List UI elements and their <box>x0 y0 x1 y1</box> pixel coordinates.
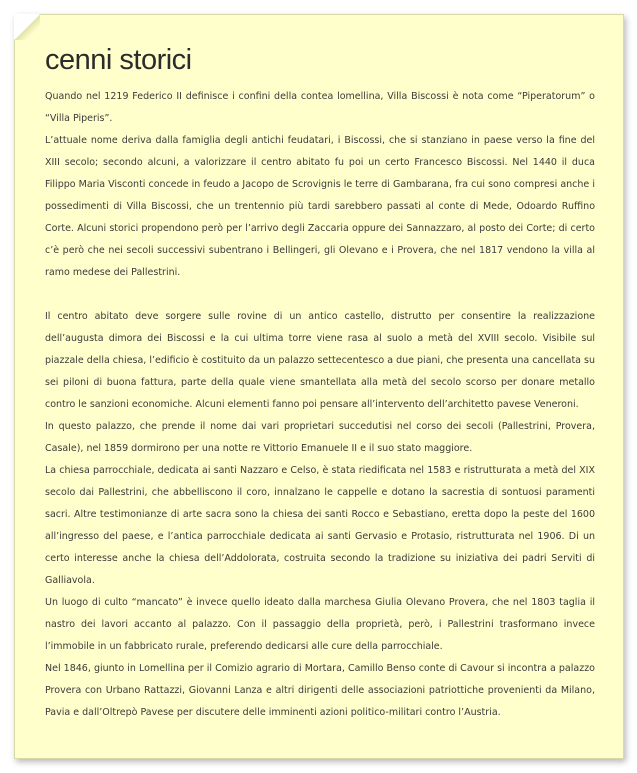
folded-corner-shadow <box>14 14 40 40</box>
paragraph-churches: La chiesa parrocchiale, dedicata ai santi Nazzaro e Celso, è stata riedificata nel 1583 e ristrutturata a metà del XIX secolo dai Pallestrini, che abbelliscono il coro, innalzano le cappelle e dotano la sacrestia di sontuosi paramenti sacri. Altre testimonianze di arte sacra sono la chiesa dei santi Rocco e Sebastiano, eretta dopo la peste del 1600 all’ingresso del paese, e l’antica parrocchiale dedicata ai santi Gervasio e Protasio, ristrutturata nel 1906. Di un certo interesse anche la chiesa dell’Addolorata, costruita secondo la tradizione su iniziativa dei padri Serviti di Galliavola. <box>45 465 595 586</box>
paragraph-feudal-history: L’attuale nome deriva dalla famiglia degli antichi feudatari, i Biscossi, che si stanziano in paese verso la fine del XIII secolo; secondo alcuni, a valorizzare il centro abitato fu poi un certo Francesco Biscossi. Nel 1440 il duca Filippo Maria Visconti concede in feudo a Jacopo de Scrovignis le terre di Gambarana, fra cui sono compresi anche i possedimenti di Villa Biscossi, che un trentennio più tardi sarebbero passati al conte di Mede, Odoardo Ruffino Corte. Alcuni storici propendono però per l’arrivo degli Zaccaria oppure dei Sannazzaro, al posto dei Corte; di certo c’è però che nei secoli successivi subentrano i Bellingeri, gli Olevano e i Provera, che nel 1817 vendono la villa al ramo medese dei Pallestrini. <box>45 135 595 278</box>
paragraph-royal-visit: In questo palazzo, che prende il nome dai vari proprietari succedutisi nel corso dei secoli (Pallestrini, Provera, Casale), nel 1859 dormirono per una notte re Vittorio Emanuele II e il suo stato maggiore. <box>45 421 595 454</box>
page-title: cenni storici <box>45 44 192 76</box>
paragraph-cavour-meeting: Nel 1846, giunto in Lomellina per il Comizio agrario di Mortara, Camillo Benso conte di Cavour si incontra a palazzo Provera con Urbano Rattazzi, Giovanni Lanza e altri dirigenti delle associazioni patriottiche provenienti da Milano, Pavia e dall’Oltrepò Pavese per discutere delle imminenti azioni politico-militari contro l’Austria. <box>45 663 595 718</box>
paragraph-origins: Quando nel 1219 Federico II definisce i confini della contea lomellina, Villa Biscossi è nota come “Piperatorum” o “Villa Piperis”. <box>45 91 595 124</box>
article-body <box>45 86 595 724</box>
paragraph-castle-palace: Il centro abitato deve sorgere sulle rovine di un antico castello, distrutto per consentire la realizzazione dell’augusta dimora dei Biscossi e la cui ultima torre viene rasa al suolo a metà del XVIII secolo. Visibile sul piazzale della chiesa, l’edificio è costituito da un palazzo settecentesco a due piani, che presenta una cancellata su sei piloni di buona fattura, parte della quale viene smantellata alla metà del secolo scorso per donare metallo contro le sanzioni economiche. Alcuni elementi fanno poi pensare all’intervento dell’architetto pavese Veneroni. <box>45 311 595 410</box>
paragraph-missed-church: Un luogo di culto “mancato” è invece quello ideato dalla marchesa Giulia Olevano Provera, che nel 1803 taglia il nastro dei lavori accanto al palazzo. Con il passaggio della proprietà, però, i Pallestrini trasformano invece l’immobile in un fabbricato rurale, preferendo dedicarsi alle cure della parrocchiale. <box>45 597 595 652</box>
